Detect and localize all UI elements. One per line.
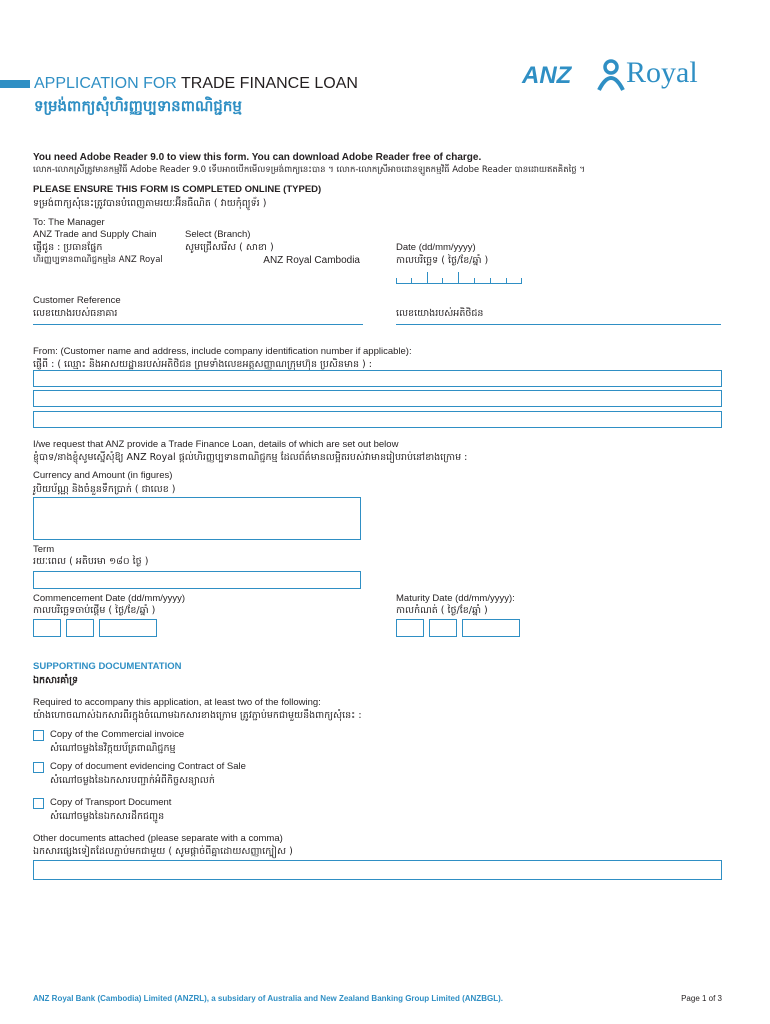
contract-of-sale-label: Copy of document evidencing Contract of Sale	[50, 761, 246, 772]
from-label: From: (Customer name and address, include company identification number if applicable):	[33, 346, 412, 357]
reader-notice-khmer: លោក-លោកស្រីត្រូវមានកម្មវិធី Adobe Reader 9.0 ទើបអាចបើកមើលទម្រង់ពាក្យនេះបាន ។ លោក-លោកស្រីអាចដោនឡូតកម្មវិធី Adobe Reader បានដោយឥតគិតថ្លៃ ។	[33, 165, 585, 175]
other-documents-label: Other documents attached (please separate with a comma)	[33, 833, 283, 844]
transport-document-label: Copy of Transport Document	[50, 797, 172, 808]
supporting-heading: SUPPORTING DOCUMENTATION	[33, 661, 182, 672]
date-tick	[411, 278, 412, 284]
bank-reference-label-khmer: លេខយោងរបស់ធនាគារ	[33, 308, 118, 319]
commencement-year-box[interactable]	[99, 619, 157, 637]
chain-label: ANZ Trade and Supply Chain	[33, 229, 157, 240]
date-separator	[458, 272, 459, 284]
ensure-notice: PLEASE ENSURE THIS FORM IS COMPLETED ONLINE (TYPED)	[33, 184, 322, 195]
branch-select-label-khmer: សូមជ្រើសរើស ( សាខា )	[185, 242, 274, 253]
page-number: Page 1 of 3	[681, 994, 722, 1003]
maturity-date-field[interactable]	[396, 619, 520, 637]
client-reference-label-khmer: លេខយោងរបស់អតិថិជន	[396, 308, 484, 319]
term-label-khmer: រយៈពេល ( អតិបរមា ១៨០ ថ្ងៃ )	[33, 556, 149, 567]
ensure-notice-khmer: ទម្រង់ពាក្យសុំនេះត្រូវបានបំពេញតាមរយៈអ៊ីនធឺណិត ( វាយកុំព្យូទ័រ )	[33, 198, 267, 209]
date-tick	[490, 278, 491, 284]
commencement-date-label-khmer: កាលបរិច្ឆេទចាប់ផ្តើម ( ថ្ងៃ/ខែ/ឆ្នាំ )	[33, 605, 156, 616]
date-tick	[396, 278, 397, 284]
from-line-2[interactable]	[33, 390, 722, 407]
transport-document-label-khmer: សំណៅចម្លងនៃឯកសារដឹកជញ្ជូន	[50, 811, 165, 822]
date-tick	[506, 278, 507, 284]
commercial-invoice-label-khmer: សំណៅចម្លងនៃវិក្កយប័ត្រពាណិជ្ជកម្ម	[50, 743, 176, 754]
from-line-1[interactable]	[33, 370, 722, 387]
currency-label-khmer: រូបិយប័ណ្ណ និងចំនួនទឹកប្រាក់ ( ជាលេខ )	[33, 484, 176, 495]
commercial-invoice-label: Copy of the Commercial invoice	[50, 729, 185, 740]
chain-label-khmer-1: ផ្ញើជូន : ប្រធានផ្នែក	[33, 242, 103, 253]
other-documents-label-khmer: ឯកសារផ្សេងទៀតដែលភ្ជាប់មកជាមួយ ( សូមផ្តាច់ពីគ្នាដោយសញ្ញាក្បៀស )	[33, 846, 293, 857]
to-label: To: The Manager	[33, 217, 105, 228]
reader-notice: You need Adobe Reader 9.0 to view this form. You can download Adobe Reader free of charge.	[33, 152, 482, 163]
commencement-month-box[interactable]	[66, 619, 94, 637]
request-text-khmer: ខ្ញុំបាទ/នាងខ្ញុំសូមស្នើសុំឱ្យ ANZ Royal ផ្តល់ហិរញ្ញប្បទានពាណិជ្ជកម្ម ដែលព័ត៌មានលម្អិតរបស់វាមានរៀបរាប់នៅខាងក្រោម :	[33, 452, 468, 463]
date-field-underline	[396, 283, 522, 284]
term-field[interactable]	[33, 571, 361, 589]
maturity-month-box[interactable]	[429, 619, 457, 637]
contract-of-sale-label-khmer: សំណៅចម្លងនៃឯកសារបញ្ជាក់អំពីកិច្ចសន្យាលក់	[50, 775, 215, 786]
request-text: I/we request that ANZ provide a Trade Finance Loan, details of which are set out below	[33, 439, 399, 450]
commencement-date-label: Commencement Date (dd/mm/yyyy)	[33, 593, 186, 604]
form-title-light: APPLICATION FOR	[34, 75, 181, 92]
anz-royal-logo	[522, 56, 722, 98]
branch-select-label: Select (Branch)	[185, 229, 251, 240]
maturity-date-label: Maturity Date (dd/mm/yyyy):	[396, 593, 515, 604]
client-reference-field[interactable]	[396, 324, 721, 325]
other-documents-field[interactable]	[33, 860, 722, 880]
form-title	[34, 75, 358, 93]
footer-company: ANZ Royal Bank (Cambodia) Limited (ANZRL), a subsidary of Australia and New Zealand Banking Group Limited (ANZBGL).	[33, 994, 503, 1003]
date-label-khmer: កាលបរិច្ឆេទ ( ថ្ងៃ/ខែ/ឆ្នាំ )	[396, 255, 489, 266]
date-tick	[474, 278, 475, 284]
from-label-khmer: ផ្ញើពី : ( ឈ្មោះ និងអាសយដ្ឋានរបស់អតិថិជន ព្រមទាំងលេខអត្តសញ្ញាណក្រុមហ៊ុន ប្រសិនមាន ) :	[33, 359, 372, 370]
currency-amount-field[interactable]	[33, 497, 361, 540]
logo-people-icon	[596, 58, 626, 92]
term-label: Term	[33, 544, 55, 555]
commencement-date-field[interactable]	[33, 619, 157, 637]
chain-label-khmer-2: ហិរញ្ញប្បទានពាណិជ្ជកម្មនៃ ANZ Royal	[33, 255, 163, 265]
required-text: Required to accompany this application, at least two of the following:	[33, 697, 321, 708]
from-line-3[interactable]	[33, 411, 722, 428]
currency-label: Currency and Amount (in figures)	[33, 470, 173, 481]
date-label: Date (dd/mm/yyyy)	[396, 242, 476, 253]
required-text-khmer: យ៉ាងហោចណាស់ឯកសារពីរក្នុងចំណោមឯកសារខាងក្រោម ត្រូវភ្ជាប់មកជាមួយនឹងពាក្យសុំនេះ :	[33, 710, 362, 721]
transport-document-checkbox[interactable]	[33, 798, 44, 809]
form-title-dark: TRADE FINANCE LOAN	[181, 75, 358, 92]
commercial-invoice-checkbox[interactable]	[33, 730, 44, 741]
bank-reference-field[interactable]	[33, 324, 363, 325]
commencement-day-box[interactable]	[33, 619, 61, 637]
form-title-khmer: ទម្រង់ពាក្យសុំហិរញ្ញប្បទានពាណិជ្ជកម្ម	[34, 97, 242, 115]
supporting-heading-khmer: ឯកសារគាំទ្រ	[33, 675, 79, 686]
logo-anz-text: ANZ	[522, 62, 572, 89]
logo-royal-text: Royal	[626, 56, 698, 89]
branch-select[interactable]	[185, 254, 363, 268]
date-separator	[427, 272, 428, 284]
date-tick	[442, 278, 443, 284]
customer-reference-label: Customer Reference	[33, 295, 121, 306]
contract-of-sale-checkbox[interactable]	[33, 762, 44, 773]
branch-select-value: ANZ Royal Cambodia	[263, 255, 360, 266]
date-tick	[521, 278, 522, 284]
header-accent-bar	[0, 80, 30, 88]
maturity-year-box[interactable]	[462, 619, 520, 637]
maturity-date-label-khmer: កាលកំណត់ ( ថ្ងៃ/ខែ/ឆ្នាំ )	[396, 605, 488, 616]
date-field[interactable]	[396, 270, 522, 284]
maturity-day-box[interactable]	[396, 619, 424, 637]
